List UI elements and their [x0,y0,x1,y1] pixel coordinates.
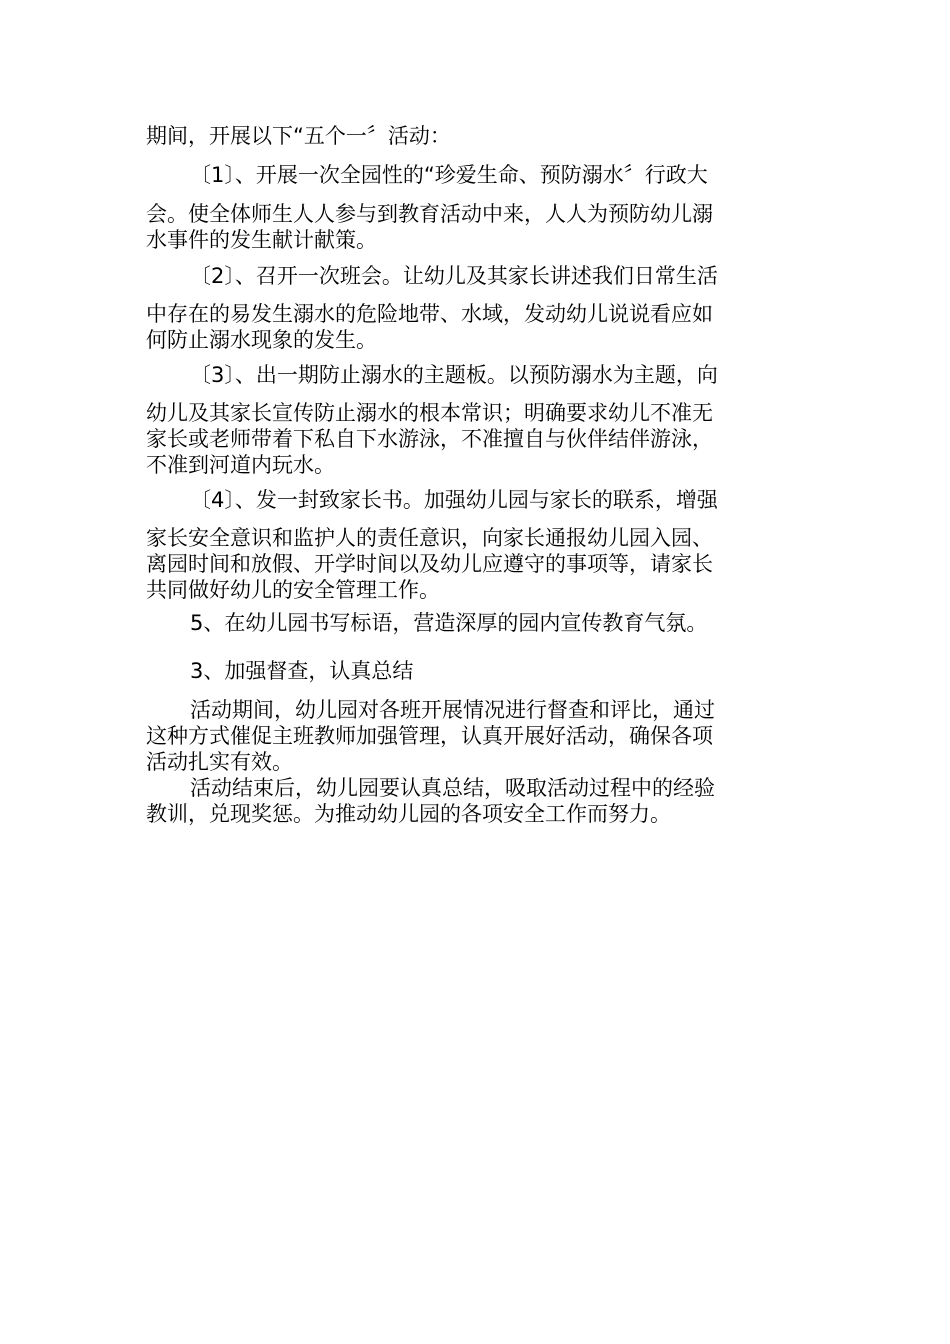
text-line: 5、在幼儿园书写标语，营造深厚的园内宣传教育气氛。 [190,611,708,635]
text-line: 幼儿及其家长宣传防止溺水的根本常识；明确要求幼儿不准无 [146,401,713,425]
text-line: 何防止溺水现象的发生。 [146,328,377,352]
text-line: 〔2〕、召开一次班会。让幼儿及其家长讲述我们日常生活 [190,264,718,288]
text-line: 活动结束后，幼儿园要认真总结，吸取活动过程中的经验 [190,776,715,800]
text-line: 家长或老师带着下私自下水游泳，不准擅自与伙伴结伴游泳， [146,427,713,451]
text-line: 〔4〕、发一封致家长书。加强幼儿园与家长的联系，增强 [190,488,718,512]
text-line: 水事件的发生献计献策。 [146,228,377,252]
text-line: 活动期间，幼儿园对各班开展情况进行督查和评比，通过 [190,698,715,722]
text-line: 期间，开展以下“五个一〞活动： [146,124,451,148]
text-line: 〔3〕、出一期防止溺水的主题板。以预防溺水为主题，向 [190,363,718,387]
text-line: 中存在的易发生溺水的危险地带、水域，发动幼儿说说看应如 [146,302,713,326]
text-line: 教训，兑现奖惩。为推动幼儿园的各项安全工作而努力。 [146,802,671,826]
text-line: 〔1〕、开展一次全园性的“珍爱生命、预防溺水〞行政大 [190,163,708,187]
text-line: 不准到河道内玩水。 [146,453,335,477]
text-line: 这种方式催促主班教师加强管理，认真开展好活动，确保各项 [146,724,713,748]
section-heading: 3、加强督查，认真总结 [190,659,414,683]
text-line: 共同做好幼儿的安全管理工作。 [146,578,440,602]
text-line: 活动扎实有效。 [146,750,293,774]
text-line: 离园时间和放假、开学时间以及幼儿应遵守的事项等，请家长 [146,552,713,576]
text-line: 会。使全体师生人人参与到教育活动中来，人人为预防幼儿溺 [146,202,713,226]
text-line: 家长安全意识和监护人的责任意识，向家长通报幼儿园入园、 [146,526,713,550]
